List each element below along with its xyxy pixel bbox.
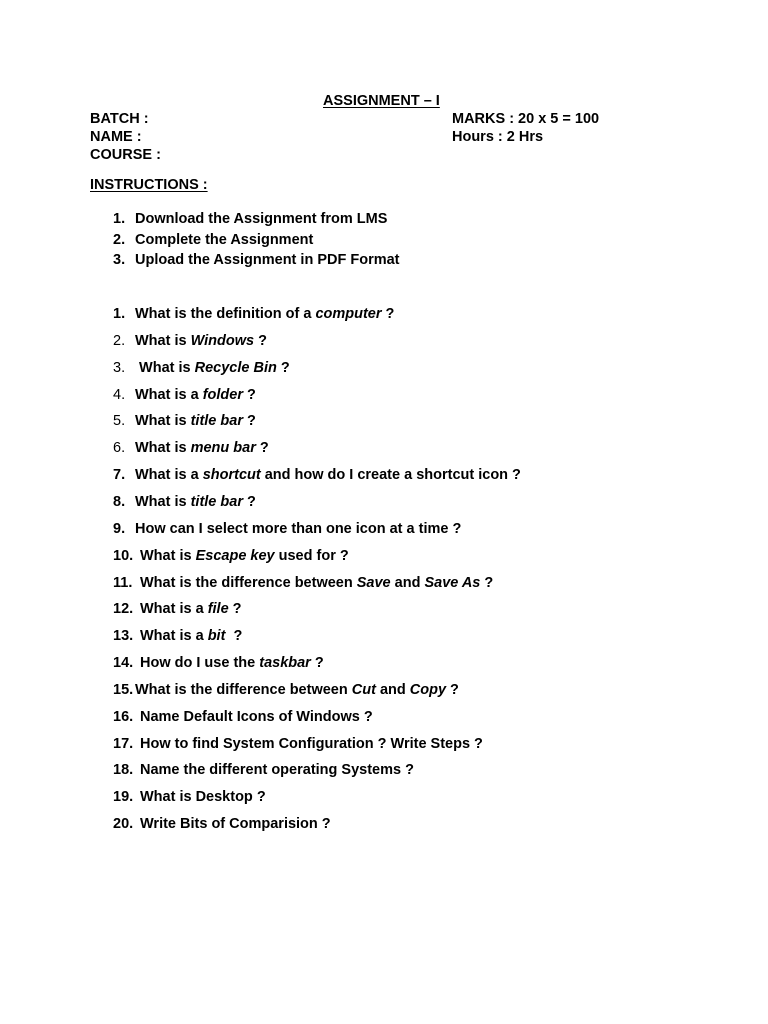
question-text: What is a	[140, 601, 208, 617]
question-term: Windows	[190, 333, 255, 349]
question-number: 6.	[113, 440, 126, 456]
marks-text: MARKS : 20 x 5 = 100	[452, 111, 600, 127]
question-text: ?	[254, 333, 267, 349]
question-text: Name the different operating Systems ?	[140, 762, 414, 778]
question-term: title bar	[190, 494, 243, 510]
question-term: shortcut	[202, 467, 261, 483]
instructions-heading: INSTRUCTIONS :	[90, 177, 208, 193]
question-term: Save	[356, 575, 391, 591]
question-number: 18.	[113, 762, 134, 778]
question-text: and	[375, 682, 410, 698]
question-item	[113, 708, 373, 726]
question-term: Save As	[424, 575, 481, 591]
question-number: 19.	[113, 789, 134, 805]
instruction-item	[113, 251, 400, 269]
question-text: How can I select more than one icon at a time ?	[135, 521, 462, 537]
instruction-item	[113, 231, 313, 249]
question-text: How do I use the	[140, 655, 260, 671]
question-item	[113, 386, 256, 404]
question-text: What is a	[135, 387, 203, 403]
question-item	[113, 305, 394, 323]
question-term: Escape key	[195, 548, 275, 564]
question-text: ?	[381, 306, 395, 322]
question-text: ?	[242, 387, 256, 403]
question-number: 7.	[113, 467, 126, 483]
question-item	[113, 547, 349, 565]
hours-text: Hours : 2 Hrs	[452, 129, 544, 145]
question-term: file	[207, 601, 229, 617]
question-number: 8.	[113, 494, 126, 510]
instruction-number: 3.	[113, 252, 126, 268]
question-text: What is	[135, 333, 191, 349]
question-text: What is a	[140, 628, 208, 644]
question-text: What is the difference between	[135, 682, 352, 698]
question-number: 16.	[113, 709, 134, 725]
question-text: What is a	[135, 467, 203, 483]
question-number: 14.	[113, 655, 134, 671]
question-text: ?	[242, 413, 256, 429]
question-number: 12.	[113, 601, 134, 617]
question-item	[113, 574, 493, 592]
batch-label: BATCH :	[90, 111, 149, 127]
name-label: NAME :	[90, 129, 142, 145]
instruction-number: 2.	[113, 232, 126, 248]
instruction-item	[113, 210, 387, 228]
question-number: 1.	[113, 306, 126, 322]
question-item	[113, 493, 256, 511]
question-item	[113, 439, 269, 457]
question-number: 3.	[113, 360, 126, 376]
question-number: 17.	[113, 736, 134, 752]
instruction-text: Download the Assignment from LMS	[135, 211, 388, 227]
question-term: Recycle Bin	[194, 360, 277, 376]
question-text: ?	[228, 601, 242, 617]
question-number: 9.	[113, 521, 126, 537]
question-item	[113, 600, 242, 618]
question-number: 13.	[113, 628, 134, 644]
question-item	[113, 412, 256, 430]
question-term: taskbar	[259, 655, 311, 671]
instruction-number: 1.	[113, 211, 126, 227]
question-text: What is	[140, 548, 196, 564]
question-term: computer	[315, 306, 382, 322]
question-number: 15.	[113, 682, 134, 698]
question-text: and	[390, 575, 425, 591]
question-text: What is	[135, 413, 191, 429]
question-text: What is	[135, 494, 191, 510]
question-term: Copy	[409, 682, 447, 698]
question-item	[113, 761, 414, 779]
question-item	[113, 359, 290, 377]
question-number: 20.	[113, 816, 134, 832]
question-item	[113, 627, 242, 645]
question-number: 11.	[113, 575, 133, 591]
question-text: Write Bits of Comparision ?	[140, 816, 331, 832]
question-text: What is the difference between	[140, 575, 357, 591]
question-item	[113, 735, 483, 753]
question-text: ?	[310, 655, 324, 671]
course-label: COURSE :	[90, 147, 161, 163]
question-text: ?	[446, 682, 459, 698]
page-title: ASSIGNMENT – I	[323, 93, 440, 109]
question-item	[113, 332, 267, 350]
question-text: and how do I create a shortcut icon ?	[260, 467, 521, 483]
question-text: ?	[242, 494, 256, 510]
question-item	[113, 815, 331, 833]
question-text: What is the definition of a	[135, 306, 316, 322]
question-term: bit	[207, 628, 226, 644]
question-text: ?	[255, 440, 269, 456]
question-text: What is Desktop ?	[140, 789, 266, 805]
question-text: Name Default Icons of Windows ?	[140, 709, 373, 725]
question-item	[113, 788, 266, 806]
question-text: used for ?	[274, 548, 349, 564]
question-number: 10.	[113, 548, 134, 564]
question-text: What is	[135, 360, 195, 376]
question-term: menu bar	[190, 440, 256, 456]
question-text: ?	[480, 575, 494, 591]
question-text: What is	[135, 440, 191, 456]
question-item	[113, 681, 459, 699]
question-term: folder	[202, 387, 243, 403]
question-item	[113, 520, 461, 538]
question-term: title bar	[190, 413, 243, 429]
instruction-text: Upload the Assignment in PDF Format	[135, 252, 400, 268]
question-number: 2.	[113, 333, 126, 349]
question-number: 4.	[113, 387, 126, 403]
question-text: ?	[276, 360, 290, 376]
question-number: 5.	[113, 413, 126, 429]
question-item	[113, 654, 324, 672]
question-term: Cut	[351, 682, 376, 698]
question-text: ?	[225, 628, 243, 644]
instruction-text: Complete the Assignment	[135, 232, 314, 248]
question-text: How to find System Configuration ? Write Steps ?	[140, 736, 483, 752]
question-item	[113, 466, 521, 484]
